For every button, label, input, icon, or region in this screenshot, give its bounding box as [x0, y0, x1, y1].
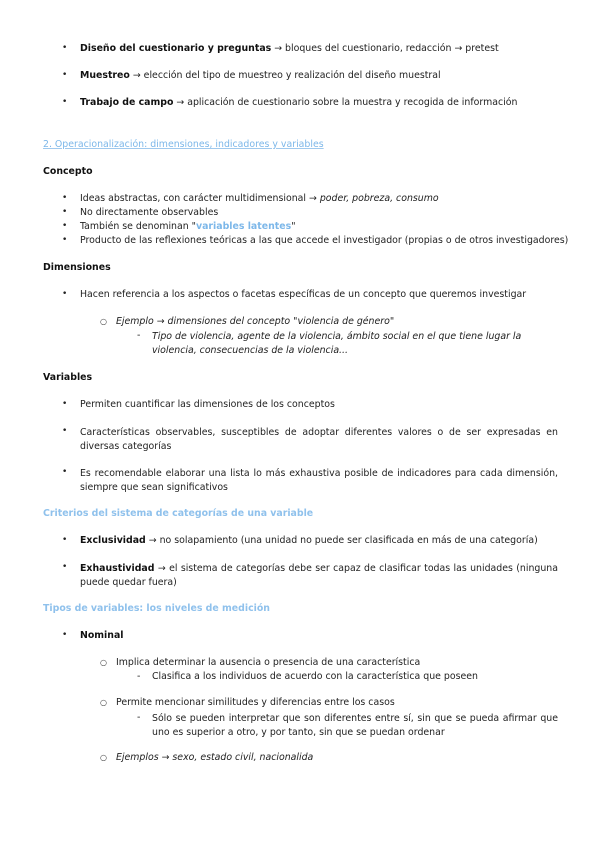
item-italic: poder, pobreza, consumo [319, 193, 439, 204]
list-item [80, 535, 538, 546]
item-bold: Trabajo de campo [80, 97, 174, 108]
list-item: Es recomendable elaborar una lista lo más exhaustiva posible de indicadores para cada dimensión, siempre que sean significativos [80, 468, 558, 493]
bullet-icon: • [62, 193, 68, 203]
bullet-icon: • [62, 535, 68, 545]
item-bold: Exclusividad [80, 535, 146, 546]
list-item: Permiten cuantificar las dimensiones de los conceptos [80, 399, 335, 410]
sub-list-item: Permite mencionar similitudes y diferencias entre los casos [116, 697, 395, 708]
item-bold: Nominal [80, 630, 124, 641]
tipos-heading: Tipos de variables: los niveles de medición [43, 603, 270, 614]
sub-sub-list-item: Sólo se pueden interpretar que son diferentes entre sí, sin que se pueda afirmar que uno es superior a otro, y por tanto, sin que se puedan ordenar [152, 713, 558, 738]
variables-heading: Variables [43, 372, 93, 383]
list-item: Hacen referencia a los aspectos o facetas específicas de un concepto que queremos investigar [80, 289, 527, 300]
dimensiones-heading: Dimensiones [43, 262, 111, 273]
bullet-icon: • [62, 70, 68, 80]
bullet-icon: • [62, 630, 68, 640]
bullet-icon: • [62, 399, 68, 409]
circle-bullet-icon: ○ [100, 658, 107, 667]
dash-bullet-icon: - [137, 712, 141, 723]
list-item [80, 221, 296, 232]
list-item [80, 562, 558, 590]
sub-list-item: Implica determinar la ausencia o presencia de una característica [116, 657, 421, 668]
list-item [80, 630, 123, 641]
list-item [80, 97, 517, 108]
sub-sub-list-item [152, 330, 557, 357]
circle-bullet-icon: ○ [100, 698, 107, 707]
item-text: → aplicación de cuestionario sobre la muestra y recogida de información [173, 97, 518, 108]
list-item: No directamente observables [80, 207, 219, 218]
bullet-icon: • [62, 467, 68, 477]
bullet-icon: • [62, 235, 68, 245]
sub-sub-list-item: Clasifica a los individuos de acuerdo con la característica que poseen [152, 671, 478, 682]
item-bold: Muestreo [80, 70, 130, 81]
item-italic: Tipo de violencia, agente de la violencia, ámbito social en el que tiene lugar la violencia, consecuencias de la violencia... [152, 331, 522, 356]
item-bold: Diseño del cuestionario y preguntas [80, 43, 272, 54]
list-item [80, 43, 499, 54]
item-text: → no solapamiento (una unidad no puede ser clasificada en más de una categoría) [145, 535, 538, 546]
item-text: → elección del tipo de muestreo y realización del diseño muestral [129, 70, 441, 81]
item-bold: Exhaustividad [80, 563, 155, 574]
bullet-icon: • [62, 207, 68, 217]
dash-bullet-icon: - [137, 330, 141, 341]
highlight-term: variables latentes [195, 221, 292, 232]
item-italic: Ejemplos → sexo, estado civil, nacionalida [116, 752, 314, 763]
bullet-icon: • [62, 289, 68, 299]
sub-list-item [116, 316, 394, 327]
list-item [80, 193, 439, 204]
criterios-heading: Criterios del sistema de categorías de una variable [43, 508, 314, 519]
concepto-heading: Concepto [43, 166, 93, 177]
item-text: → bloques del cuestionario, redacción → pretest [271, 43, 499, 54]
dash-bullet-icon: - [137, 671, 141, 682]
item-text: " [291, 221, 296, 232]
circle-bullet-icon: ○ [100, 317, 107, 326]
list-item [80, 70, 441, 81]
item-text: También se denominan " [80, 221, 196, 232]
bullet-icon: • [62, 426, 68, 436]
bullet-icon: • [62, 43, 68, 53]
section-link[interactable]: 2. Operacionalización: dimensiones, indicadores y variables [43, 139, 324, 150]
sub-list-item [116, 752, 313, 763]
item-italic: Ejemplo → dimensiones del concepto "violencia de género" [116, 316, 395, 327]
list-item: Producto de las reflexiones teóricas a las que accede el investigador (propias o de otros investigadores) [80, 235, 569, 246]
item-text: → el sistema de categorías debe ser capaz de clasificar todas las unidades (ninguna puede quedar fuera) [80, 563, 558, 588]
bullet-icon: • [62, 562, 68, 572]
item-text: Ideas abstractas, con carácter multidimensional → [80, 193, 320, 204]
circle-bullet-icon: ○ [100, 753, 107, 762]
list-item: Características observables, susceptibles de adoptar diferentes valores o de ser expresadas en diversas categorías [80, 427, 558, 452]
bullet-icon: • [62, 221, 68, 231]
bullet-icon: • [62, 97, 68, 107]
